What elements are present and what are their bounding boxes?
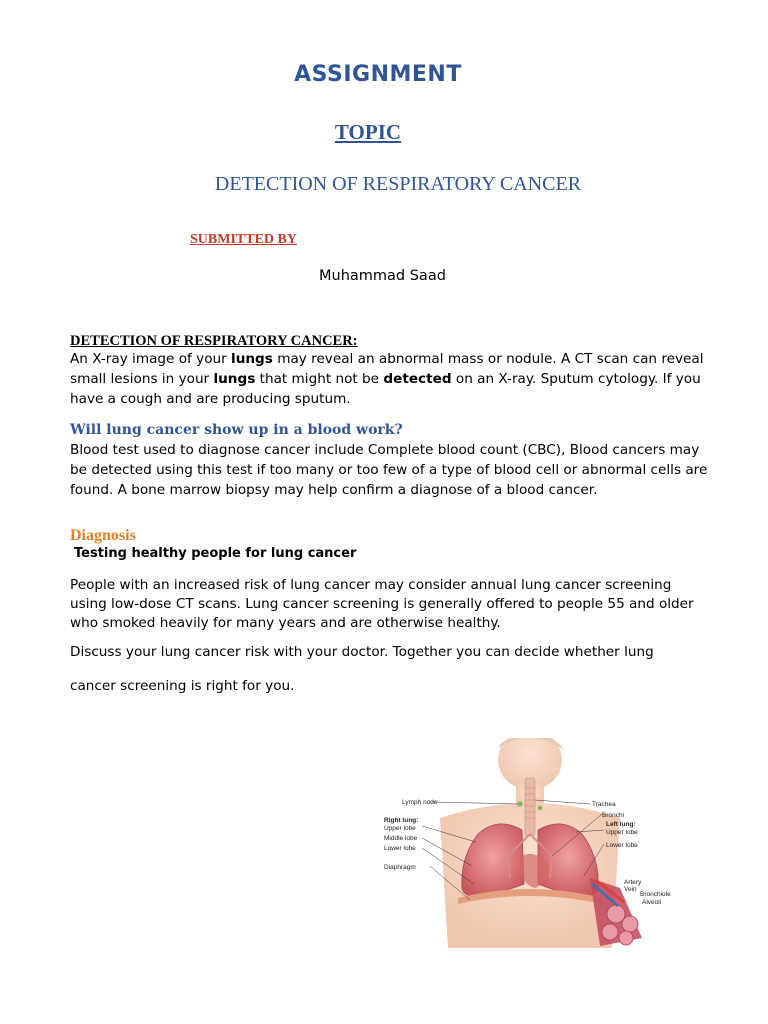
bold-term: lungs xyxy=(231,351,273,367)
discuss-paragraph-line2: cancer screening is right for you. xyxy=(70,678,295,694)
label-vein: Vein xyxy=(624,886,637,893)
discuss-paragraph-line1: Discuss your lung cancer risk with your doctor. Together you can decide whether lung xyxy=(70,644,654,660)
label-bronchi: Bronchi xyxy=(602,812,625,819)
section-heading-blood-work: Will lung cancer show up in a blood work? xyxy=(70,422,403,438)
topic-label: TOPIC xyxy=(334,120,402,144)
trachea-shape xyxy=(525,778,535,836)
diagnosis-subheading: Testing healthy people for lung cancer xyxy=(74,546,357,561)
label-artery: Artery xyxy=(624,879,642,886)
section-heading-diagnosis: Diagnosis xyxy=(70,527,136,544)
author-name: Muhammad Saad xyxy=(319,268,446,284)
label-middle-lobe: Middle lobe xyxy=(384,835,418,842)
label-bronchiole: Bronchiole xyxy=(640,891,671,898)
screening-paragraph: People with an increased risk of lung cancer may consider annual lung cancer screening using low-dose CT scans. Lung cancer screening is generally offered to people 55 and older who smoked heavily for many years and are otherwise healthy. xyxy=(70,577,694,631)
label-left-upper-lobe: Upper lobe xyxy=(606,829,638,836)
assignment-title: ASSIGNMENT xyxy=(294,62,462,87)
lung-anatomy-illustration xyxy=(380,738,680,948)
label-right-lower-lobe: Lower lobe xyxy=(384,845,416,852)
label-right-upper-lobe: Upper lobe xyxy=(384,825,416,832)
label-alveoli: Alveoli xyxy=(642,899,662,906)
label-left-lower-lobe: Lower lobe xyxy=(606,842,638,849)
label-left-lung: Left lung: xyxy=(606,821,636,828)
lymph-node-shape xyxy=(518,802,523,807)
label-lymph-node: Lymph node xyxy=(402,799,438,806)
document-subtitle: DETECTION OF RESPIRATORY CANCER xyxy=(214,173,582,195)
label-diaphragm: Diaphragm xyxy=(384,864,416,871)
detection-paragraph: An X-ray image of your lungs may reveal an abnormal mass or nodule. A CT scan can reveal small lesions in your lungs that might not be detected on an X-ray. Sputum cytology. If you have a cough and are producing sputum. xyxy=(70,351,704,407)
bold-term: lungs xyxy=(213,371,256,387)
submitted-by-label: SUBMITTED BY xyxy=(190,232,297,247)
section-heading-detection: DETECTION OF RESPIRATORY CANCER: xyxy=(70,333,358,349)
bold-term: detected xyxy=(383,371,452,387)
label-trachea: Trachea xyxy=(592,801,616,808)
label-right-lung: Right lung: xyxy=(384,817,419,824)
blood-work-paragraph: Blood test used to diagnose cancer include Complete blood count (CBC), Blood cancers may be detected using this test if too many or too few of a type of blood cell or abnormal cells are found. A bone marrow biopsy may help confirm a diagnose of a blood cancer. xyxy=(70,442,708,498)
